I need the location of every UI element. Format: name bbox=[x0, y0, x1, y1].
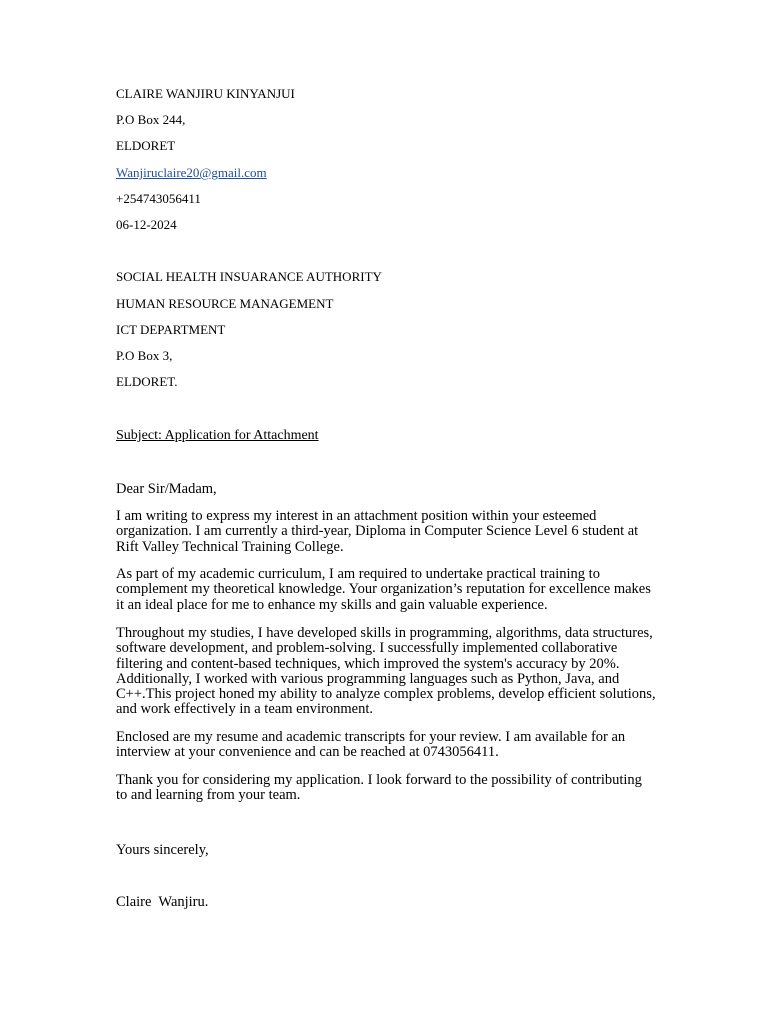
letter-date: 06-12-2024 bbox=[116, 217, 177, 232]
closing: Yours sincerely, bbox=[116, 842, 209, 858]
recipient-organization: SOCIAL HEALTH INSUARANCE AUTHORITY bbox=[116, 269, 382, 284]
body-paragraph-enclosures: Enclosed are my resume and academic transcripts for your review. I am available for an interview at your convenience and can be reached at 0743056411. bbox=[116, 729, 626, 761]
sender-name: CLAIRE WANJIRU KINYANJUI bbox=[116, 86, 295, 101]
recipient-town: ELDORET. bbox=[116, 374, 178, 389]
sender-po-box: P.O Box 244, bbox=[116, 112, 186, 127]
recipient-sub-department: ICT DEPARTMENT bbox=[116, 322, 226, 337]
sender-phone: +254743056411 bbox=[116, 191, 201, 206]
recipient-department: HUMAN RESOURCE MANAGEMENT bbox=[116, 296, 334, 311]
body-paragraph-intro: I am writing to express my interest in an attachment position within your esteemed organization. I am currently a third-year, Diploma in Computer Science Level 6 student at Rift Valley Technical Training College. bbox=[116, 508, 639, 555]
sender-email-link[interactable]: Wanjiruclaire20@gmail.com bbox=[116, 165, 267, 180]
body-paragraph-thanks: Thank you for considering my application. I look forward to the possibility of contributing to and learning from your team. bbox=[116, 772, 642, 804]
sender-town: ELDORET bbox=[116, 138, 176, 153]
salutation: Dear Sir/Madam, bbox=[116, 481, 217, 497]
recipient-po-box: P.O Box 3, bbox=[116, 348, 173, 363]
body-paragraph-skills: Throughout my studies, I have developed skills in programming, algorithms, data structures, software development, and problem-solving. I successfully implemented collaborative filtering and content-based techniques, which improved the system's accuracy by 20%. Additionally, I worked with various programming languages such as Python, Java, and C++.This project honed my ability to analyze complex problems, develop efficient solutions, and work effectively in a team environment. bbox=[116, 625, 656, 718]
signature-name: Claire Wanjiru. bbox=[116, 894, 209, 910]
letter-subject: Subject: Application for Attachment bbox=[116, 428, 319, 443]
body-paragraph-curriculum: As part of my academic curriculum, I am required to undertake practical training to complement my theoretical knowledge. Your organization’s reputation for excellence makes it an ideal place for me to enhance my skills and gain valuable experience. bbox=[116, 566, 651, 613]
